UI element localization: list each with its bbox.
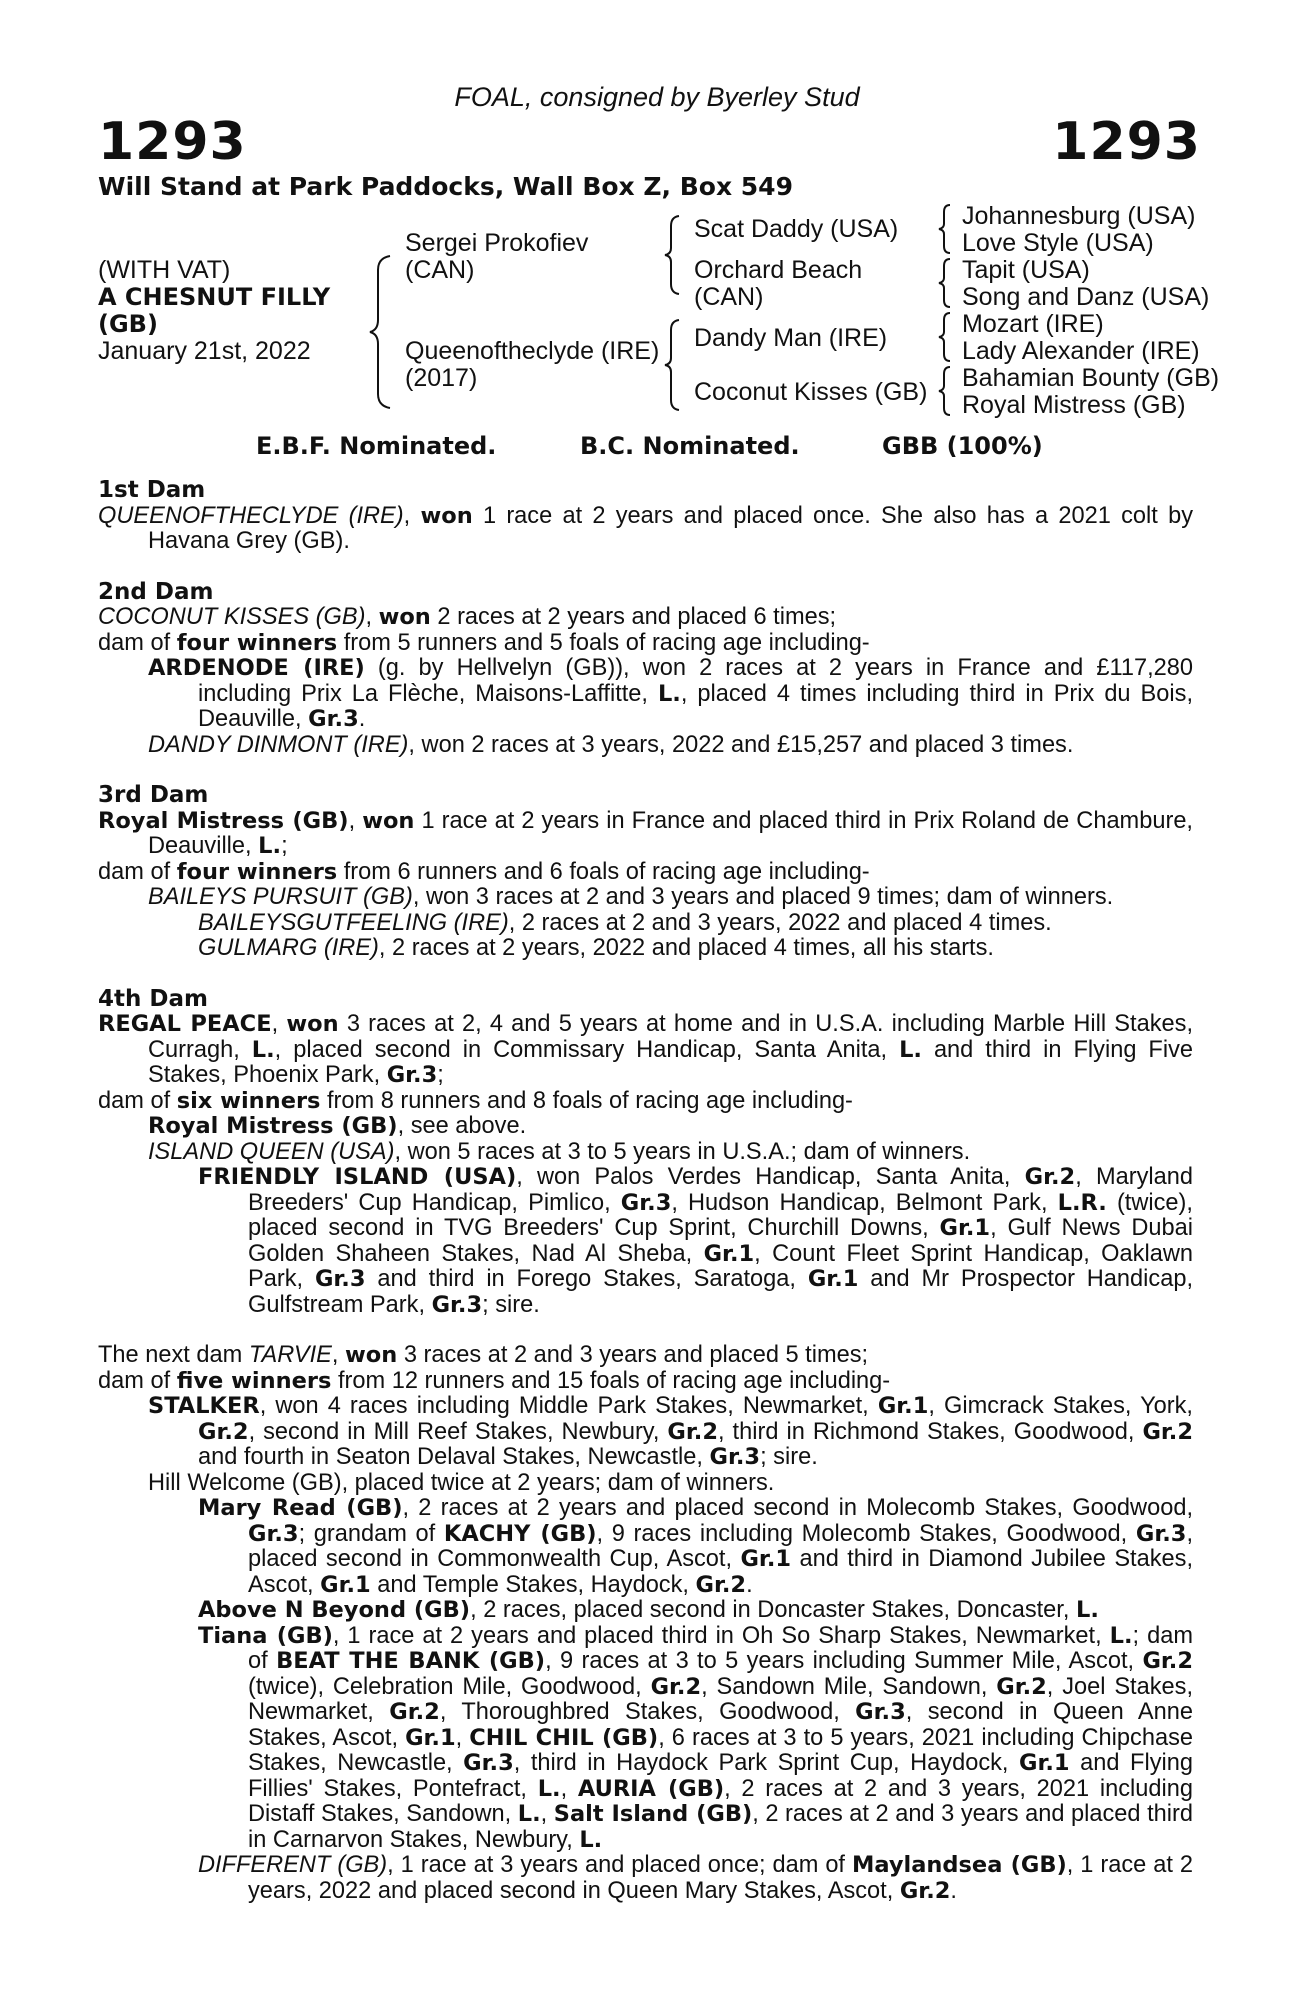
third-dam-heading: 3rd Dam bbox=[98, 782, 209, 808]
ancestor-ssd: Love Style (USA) bbox=[962, 229, 1154, 257]
gbb-rating: GBB (100%) bbox=[882, 432, 1043, 460]
lot-number-right: 1293 bbox=[1052, 112, 1201, 172]
vat-label: (WITH VAT) bbox=[98, 256, 231, 284]
consignment-line: FOAL, consigned by Byerley Stud bbox=[454, 82, 860, 112]
first-dam-name: QUEENOFTHECLYDE (IRE) bbox=[98, 502, 404, 529]
next-dam-produce: dam of five winners from 12 runners and 15 foals of racing age including- bbox=[98, 1367, 891, 1394]
royal-mistress-entry: Royal Mistress (GB), see above. bbox=[148, 1113, 527, 1139]
ancestor-dsd: Lady Alexander (IRE) bbox=[962, 337, 1200, 365]
horse-name-country: (GB) bbox=[98, 310, 158, 338]
second-dam-produce: dam of four winners from 5 runners and 5 foals of racing age including- bbox=[98, 629, 870, 656]
dam-sire: Dandy Man (IRE) bbox=[694, 324, 888, 352]
ancestor-sss: Johannesburg (USA) bbox=[962, 202, 1196, 230]
sire-name: Sergei Prokofiev bbox=[405, 229, 589, 257]
ebf-nomination: E.B.F. Nominated. bbox=[256, 432, 497, 460]
baileysgutfeeling-entry: BAILEYSGUTFEELING (IRE), 2 races at 2 and 3 years, 2022 and placed 4 times. bbox=[198, 909, 1052, 936]
stalker-entry: STALKER, won 4 races including Middle Park Stakes, Newmarket, Gr.1, Gimcrack Stakes, York, Gr.2, second in Mill Reef Stakes, Newbury, Gr.2, third in Richmond Stakes, Goodwood, Gr.2 and fourth in Seaton Delaval Stakes, Newcastle, Gr.3; sire. bbox=[148, 1393, 1193, 1470]
next-dam-entry: The next dam TARVIE, won 3 races at 2 and 3 years and placed 5 times; bbox=[98, 1342, 869, 1368]
tiana-entry: Tiana (GB), 1 race at 2 years and placed third in Oh So Sharp Stakes, Newmarket, L.; dam of BEAT THE BANK (GB), 9 races at 3 to 5 years including Summer Mile, Ascot, Gr.2 (twice), Celebration Mile, Goodwood, Gr.2, Sandown Mile, Sandown, Gr.2, Joel Stakes, Newmarket, Gr.2, Thoroughbred Stakes, Goodwood, Gr.3, second in Queen Anne Stakes, Ascot, Gr.1, CHIL CHIL (GB), 6 races at 3 to 5 years, 2021 including Chipchase Stakes, Newcastle, Gr.3, third in Haydock Park Sprint Cup, Haydock, Gr.1 and Flying Fillies' Stakes, Pontefract, L., AURIA (GB), 2 races at 2 and 3 years, 2021 including Distaff Stakes, Sandown, L., Salt Island (GB), 2 races at 2 and 3 years and placed third in Carnarvon Stakes, Newbury, L. bbox=[198, 1622, 1194, 1853]
bc-nomination: B.C. Nominated. bbox=[580, 432, 800, 460]
horse-name: A CHESNUT FILLY bbox=[98, 283, 331, 311]
third-dam-produce: dam of four winners from 6 runners and 6 foals of racing age including- bbox=[98, 858, 870, 885]
second-dam-heading: 2nd Dam bbox=[98, 578, 214, 605]
ardenode-entry: ARDENODE (IRE) (g. by Hellvelyn (GB)), won 2 races at 2 years in France and £117,280 including Prix La Flèche, Maisons-Laffitte, L., placed 4 times including third in Prix du Bois, Deauville, Gr.3. bbox=[148, 655, 1194, 732]
ancestor-ddd: Royal Mistress (GB) bbox=[962, 391, 1186, 419]
different-entry: DIFFERENT (GB), 1 race at 3 years and placed once; dam of Maylandsea (GB), 1 race at 2 years, 2022 and placed second in Queen Mary Stakes, Ascot, Gr.2. bbox=[198, 1852, 1194, 1904]
dam-dam: Coconut Kisses (GB) bbox=[694, 378, 928, 406]
sire-dam-country: (CAN) bbox=[694, 283, 764, 311]
baileys-pursuit-entry: BAILEYS PURSUIT (GB), won 3 races at 2 and 3 years and placed 9 times; dam of winners. bbox=[148, 884, 1114, 910]
first-dam-entry: QUEENOFTHECLYDE (IRE), won 1 race at 2 years and placed once. She also has a 2021 colt by Havana Grey (GB). bbox=[98, 502, 1193, 554]
lot-number-left: 1293 bbox=[98, 112, 247, 172]
pedigree-brace-dam bbox=[663, 318, 683, 412]
island-queen-entry: ISLAND QUEEN (USA), won 5 races at 3 to 5 years in U.S.A.; dam of winners. bbox=[148, 1138, 971, 1165]
ancestor-dss: Mozart (IRE) bbox=[962, 310, 1104, 338]
brace-dd bbox=[937, 365, 953, 417]
dandy-dinmont-entry: DANDY DINMONT (IRE), won 2 races at 3 years, 2022 and £15,257 and placed 3 times. bbox=[148, 731, 1074, 758]
gulmarg-entry: GULMARG (IRE), 2 races at 2 years, 2022 and placed 4 times, all his starts. bbox=[198, 935, 994, 961]
hill-welcome-entry: Hill Welcome (GB), placed twice at 2 years; dam of winners. bbox=[148, 1469, 775, 1496]
fourth-dam-produce: dam of six winners from 8 runners and 8 foals of racing age including- bbox=[98, 1087, 853, 1114]
mary-read-entry: Mary Read (GB), 2 races at 2 years and placed second in Molecomb Stakes, Goodwood, Gr.3; grandam of KACHY (GB), 9 races including Molecomb Stakes, Goodwood, Gr.3, placed second in Commonwealth Cup, Ascot, Gr.1 and third in Diamond Jubilee Stakes, Ascot, Gr.1 and Temple Stakes, Haydock, Gr.2. bbox=[198, 1495, 1194, 1598]
brace-ds bbox=[937, 311, 953, 363]
stand-location: Will Stand at Park Paddocks, Wall Box Z, Box 549 bbox=[98, 172, 793, 201]
dam-name: Queenoftheclyde (IRE) bbox=[405, 337, 660, 365]
first-dam-heading: 1st Dam bbox=[98, 477, 206, 503]
fourth-dam-entry: REGAL PEACE, won 3 races at 2, 4 and 5 years at home and in U.S.A. including Marble Hill Stakes, Curragh, L., placed second in Commissary Handicap, Santa Anita, L. and third in Flying Five Stakes, Phoenix Park, Gr.3; bbox=[98, 1011, 1193, 1088]
sire-country: (CAN) bbox=[405, 256, 475, 284]
above-n-beyond-entry: Above N Beyond (GB), 2 races, placed second in Doncaster Stakes, Doncaster, L. bbox=[198, 1597, 1099, 1623]
sire-sire: Scat Daddy (USA) bbox=[694, 215, 899, 243]
ancestor-sdd: Song and Danz (USA) bbox=[962, 283, 1210, 311]
ancestor-dds: Bahamian Bounty (GB) bbox=[962, 364, 1220, 392]
third-dam-entry: Royal Mistress (GB), won 1 race at 2 years in France and placed third in Prix Roland de Chambure, Deauville, L.; bbox=[98, 807, 1193, 859]
ancestor-sds: Tapit (USA) bbox=[962, 256, 1090, 284]
catalogue-body bbox=[98, 478, 1193, 1904]
pedigree-brace-sire bbox=[663, 214, 683, 296]
pedigree-brace-main bbox=[368, 254, 394, 410]
brace-sd bbox=[937, 257, 953, 309]
brace-ss bbox=[937, 203, 953, 255]
dam-year: (2017) bbox=[405, 364, 478, 392]
foaling-date: January 21st, 2022 bbox=[98, 337, 311, 365]
friendly-island-entry: FRIENDLY ISLAND (USA), won Palos Verdes Handicap, Santa Anita, Gr.2, Maryland Breeders' Cup Handicap, Pimlico, Gr.3, Hudson Handicap, Belmont Park, L.R. (twice), placed second in TVG Breeders' Cup Sprint, Churchill Downs, Gr.1, Gulf News Dubai Golden Shaheen Stakes, Nad Al Sheba, Gr.1, Count Fleet Sprint Handicap, Oaklawn Park, Gr.3 and third in Forego Stakes, Saratoga, Gr.1 and Mr Prospector Handicap, Gulfstream Park, Gr.3; sire. bbox=[198, 1164, 1194, 1318]
fourth-dam-heading: 4th Dam bbox=[98, 985, 208, 1012]
second-dam-entry: COCONUT KISSES (GB), won 2 races at 2 years and placed 6 times; bbox=[98, 604, 837, 630]
sire-dam: Orchard Beach bbox=[694, 256, 863, 284]
